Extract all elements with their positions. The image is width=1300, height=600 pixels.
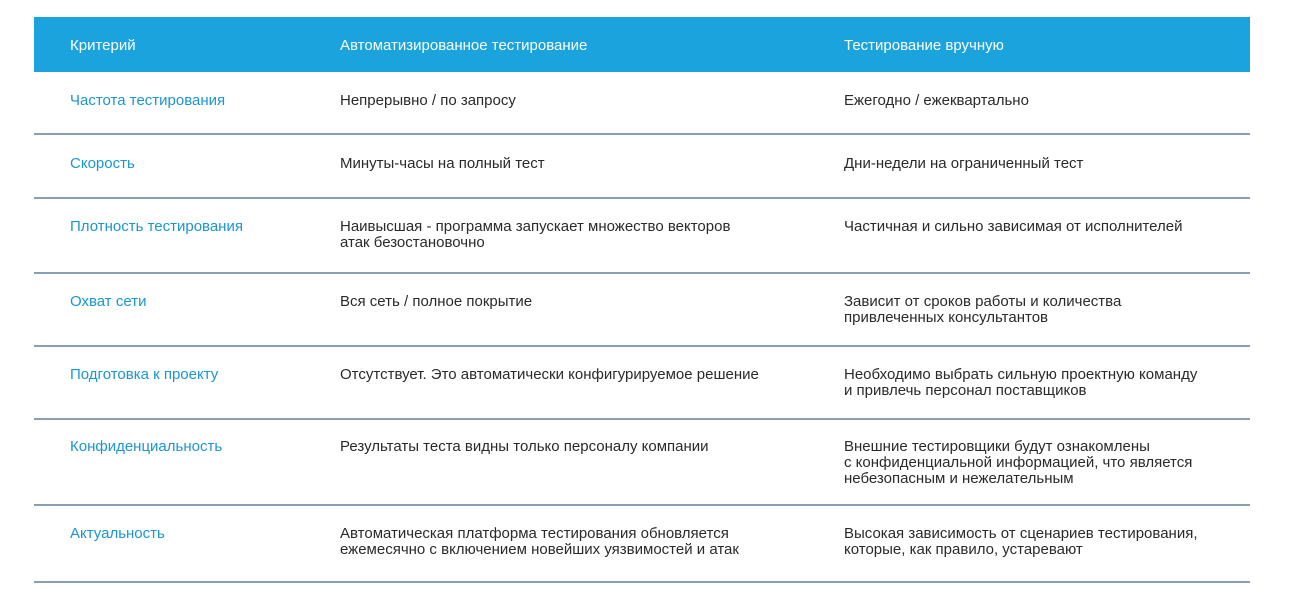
- row-automated: Отсутствует. Это автоматически конфигурируемое решение: [340, 366, 759, 383]
- row-criterion: Скорость: [70, 155, 135, 172]
- row-automated: Вся сеть / полное покрытие: [340, 293, 533, 310]
- row-manual: Зависит от сроков работы и количества привлеченных консультантов: [844, 293, 1122, 326]
- row-automated: Результаты теста видны только персоналу компании: [340, 438, 709, 455]
- row-automated: Автоматическая платформа тестирования обновляется ежемесячно с включением новейших уязвимостей и атак: [340, 525, 739, 558]
- row-criterion: Актуальность: [70, 525, 165, 542]
- row-manual: Частичная и сильно зависимая от исполнителей: [844, 218, 1183, 235]
- row-automated: Наивысшая - программа запускает множество векторов атак безостановочно: [340, 218, 731, 251]
- header-automated: Автоматизированное тестирование: [340, 37, 588, 54]
- table-row: [34, 347, 1250, 420]
- table-row: [34, 135, 1250, 199]
- table-row: [34, 199, 1250, 274]
- table-header: [34, 17, 1250, 72]
- table-row: [34, 72, 1250, 135]
- row-automated: Минуты-часы на полный тест: [340, 155, 545, 172]
- header-manual: Тестирование вручную: [844, 37, 1004, 54]
- row-criterion: Частота тестирования: [70, 92, 226, 109]
- row-criterion: Плотность тестирования: [70, 218, 243, 235]
- row-criterion: Охват сети: [70, 293, 147, 310]
- comparison-table: [34, 17, 1250, 583]
- table-row: [34, 274, 1250, 347]
- table-row: [34, 506, 1250, 583]
- row-criterion: Конфиденциальность: [70, 438, 223, 455]
- row-criterion: Подготовка к проекту: [70, 366, 219, 383]
- row-automated: Непрерывно / по запросу: [340, 92, 516, 109]
- row-manual: Высокая зависимость от сценариев тестирования, которые, как правило, устаревают: [844, 525, 1198, 558]
- row-manual: Ежегодно / ежеквартально: [844, 92, 1029, 109]
- table-row: [34, 420, 1250, 506]
- row-manual: Необходимо выбрать сильную проектную команду и привлечь персонал поставщиков: [844, 366, 1198, 399]
- row-manual: Внешние тестировщики будут ознакомлены с конфиденциальной информацией, что является небезопасным и нежелательным: [844, 438, 1193, 487]
- header-criterion: Критерий: [70, 37, 136, 54]
- row-manual: Дни-недели на ограниченный тест: [844, 155, 1084, 172]
